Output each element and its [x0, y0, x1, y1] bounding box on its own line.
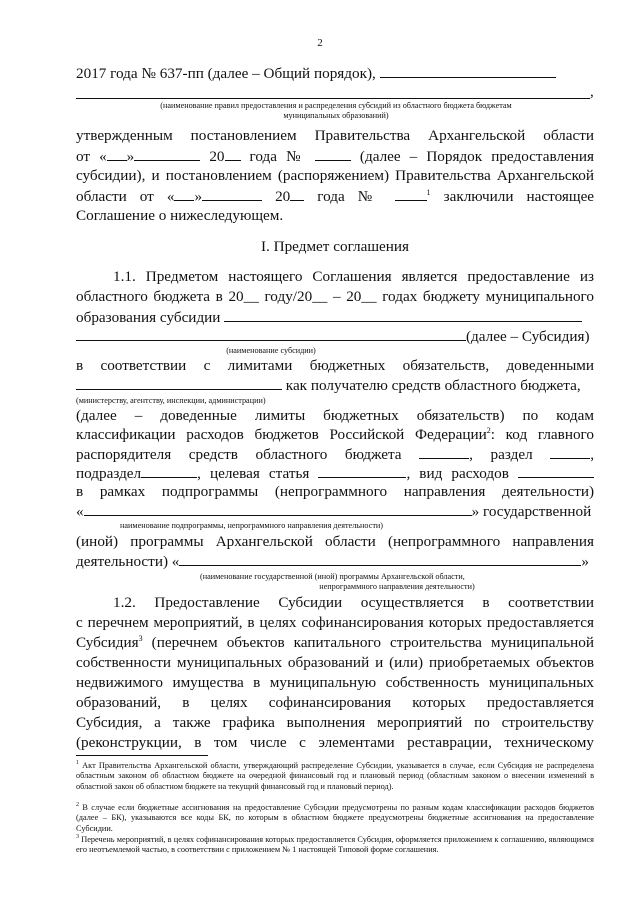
- footnote-mark: 3: [76, 834, 79, 841]
- footnote-ref: 1: [426, 187, 431, 197]
- caption-ministry: (министерству, агентству, инспекции, администрации): [76, 396, 266, 405]
- text-line: от « » 20 года № (далее – Порядок предоставления: [76, 148, 594, 165]
- text-line: в соответствии с лимитами бюджетных обязательств, доведенными: [76, 357, 595, 374]
- caption-subsidy: (наименование субсидии): [226, 346, 316, 355]
- caption-rules-2: муниципальных образований): [283, 111, 389, 120]
- blank-field: [380, 64, 556, 78]
- text-line: 1.1. Предметом настоящего Соглашения является предоставление из: [113, 268, 594, 285]
- text-line: (далее – Субсидия): [76, 327, 594, 346]
- text-line: 1.2. Предоставление Субсидии осуществляется в соответствии: [113, 594, 594, 611]
- text-line: областного бюджета в 20__ году/20__ – 20__ годах бюджету муниципального: [76, 288, 594, 305]
- caption-subprogram: наименование подпрограммы, непрограммного направления деятельности): [120, 521, 384, 530]
- page-number: 2: [317, 37, 323, 49]
- text-line: утвержденным постановлением Правительства Архангельской области: [76, 127, 594, 144]
- text-line: (далее – доведенные лимиты бюджетных обязательств) по кодам: [76, 407, 595, 424]
- text-line: Соглашение о нижеследующем.: [76, 207, 284, 224]
- text-line: подраздел , целевая статья , вид расходов: [76, 464, 594, 483]
- caption-program-2: непрограммного направления деятельности): [319, 582, 475, 591]
- text-line: образований, в целях софинансирования которых предоставляется: [76, 694, 594, 711]
- text-line: области от « » 20 года № $^1$ заключили настоящее: [76, 187, 595, 205]
- blank-line: [76, 98, 590, 99]
- footnote: $^1$ Акт Правительства Архангельской области, утверждающий распределение Субсидии, указывается в случае, если Субсидия не распределена областным законом об областном бюджете на очередной финансовый год и плановый период (областным законом о внесении изменений в областной закон об областном бюджете на текущий финансовый год и плановый период).: [76, 760, 594, 791]
- text-line: как получателю средств областного бюджета,: [76, 376, 594, 395]
- text-line: (иной) программы Архангельской области (непрограммного направления: [76, 533, 594, 550]
- footnote: $^3$ Перечень мероприятий, в целях софинансирования которых предоставляется Субсидия, оформляется приложением к соглашению, являющимся его неотъемлемой частью, в соответствии с приложением № 1 настоящей Типовой форме соглашения.: [76, 834, 594, 855]
- text-line: образования субсидии: [76, 308, 594, 327]
- text-line: с перечнем мероприятий, в целях софинансирования которых предоставляется: [76, 614, 594, 631]
- text-line: классификации расходов бюджетов Российской Федерации$^2$: код главного: [76, 425, 594, 443]
- text-line: (реконструкции, в том числе с элементами реставрации, техническому: [76, 734, 594, 751]
- footnote-separator: [76, 755, 208, 756]
- caption-program: (наименование государственной (иной) программы Архангельской области,: [200, 572, 465, 581]
- text-line: Субсидия$^3$ (перечнем объектов капитального строительства муниципальной: [76, 633, 594, 651]
- text-line: собственности муниципальных образований и (или) приобретаемых объектов: [76, 654, 594, 671]
- comma: ,: [590, 84, 594, 100]
- text-line: недвижимого имущества в муниципальную собственность муниципальных: [76, 674, 594, 691]
- section-title: I. Предмет соглашения: [260, 238, 410, 255]
- text-line: Субсидия, а также графика выполнения мероприятий по строительству: [76, 714, 594, 731]
- footnote-ref: 2: [486, 425, 491, 435]
- caption-rules: (наименование правил предоставления и распределения субсидий из областного бюджета бюджетам: [160, 101, 512, 110]
- text-line: « » государственной: [76, 503, 592, 520]
- footnote-mark: 2: [76, 802, 79, 809]
- text-line: в рамках подпрограммы (непрограммного направления деятельности): [76, 483, 595, 500]
- footnote-ref: 3: [138, 633, 143, 643]
- text-fragment: 2017 года № 637-пп (далее – Общий порядок),: [76, 65, 376, 82]
- footnote-mark: 1: [76, 760, 79, 767]
- text-line: субсидии), и постановлением (распоряжением) Правительства Архангельской: [76, 167, 594, 184]
- footnote: $^2$ В случае если бюджетные ассигнования на предоставление Субсидии предусмотрены по разным кодам классификации расходов бюджетов (далее – БК), указываются все коды БК, по которым в областном бюджете предусмотрены бюджетные ассигнования на предоставление Субсидии.: [76, 802, 594, 833]
- text-line: распорядителя средств областного бюджета , раздел ,: [76, 446, 595, 463]
- text-line: деятельности) « »: [76, 553, 589, 570]
- text-line: [76, 64, 594, 83]
